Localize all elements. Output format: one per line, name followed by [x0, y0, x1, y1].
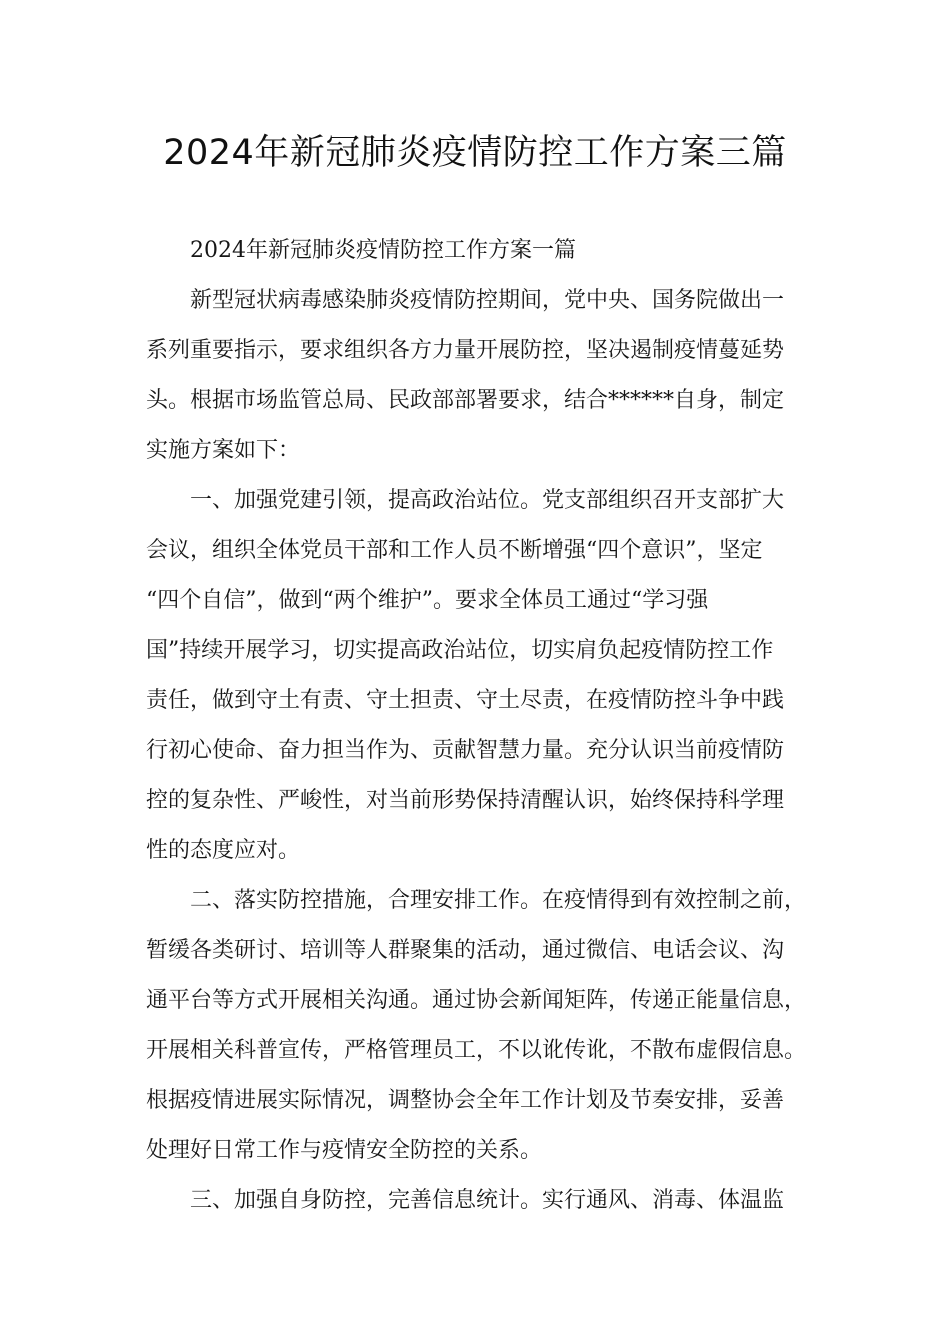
paragraph-line: 行初心使命、奋力担当作为、贡献智慧力量。充分认识当前疫情防 — [146, 738, 785, 763]
paragraph-line: 处理好日常工作与疫情安全防控的关系。 — [146, 1138, 543, 1163]
paragraph-line: 会议，组织全体党员干部和工作人员不断增强“四个意识”，坚定 — [146, 538, 763, 563]
paragraph-line: 三、加强自身防控，完善信息统计。实行通风、消毒、体温监 — [190, 1188, 785, 1213]
paragraph-line: 暂缓各类研讨、培训等人群聚集的活动，通过微信、电话会议、沟 — [146, 938, 785, 963]
paragraph-line: 根据疫情进展实际情况，调整协会全年工作计划及节奏安排，妥善 — [146, 1088, 785, 1113]
paragraph-line: 实施方案如下： — [146, 438, 301, 463]
paragraph-line: 新型冠状病毒感染肺炎疫情防控期间，党中央、国务院做出一 — [190, 288, 785, 313]
paragraph-line: 开展相关科普宣传，严格管理员工，不以讹传讹，不散布虚假信息。 — [146, 1038, 807, 1063]
paragraph-line: 一、加强党建引领，提高政治站位。党支部组织召开支部扩大 — [190, 488, 785, 513]
subtitle-line: 2024年新冠肺炎疫情防控工作方案一篇 — [190, 238, 576, 263]
paragraph-line: 性的态度应对。 — [146, 838, 301, 863]
paragraph-line: “四个自信”，做到“两个维护”。要求全体员工通过“学习强 — [146, 588, 709, 613]
paragraph-line: 头。根据市场监管总局、民政部部署要求，结合******自身，制定 — [146, 388, 785, 413]
paragraph-line: 国”持续开展学习，切实提高政治站位，切实肩负起疫情防控工作 — [146, 638, 774, 663]
paragraph-line: 责任，做到守土有责、守土担责、守土尽责，在疫情防控斗争中践 — [146, 688, 785, 713]
document-title: 2024年新冠肺炎疫情防控工作方案三篇 — [163, 133, 787, 173]
paragraph-line: 二、落实防控措施，合理安排工作。在疫情得到有效控制之前， — [190, 888, 807, 913]
paragraph-line: 系列重要指示，要求组织各方力量开展防控，坚决遏制疫情蔓延势 — [146, 338, 785, 363]
paragraph-line: 通平台等方式开展相关沟通。通过协会新闻矩阵，传递正能量信息， — [146, 988, 807, 1013]
paragraph-line: 控的复杂性、严峻性，对当前形势保持清醒认识，始终保持科学理 — [146, 788, 785, 813]
